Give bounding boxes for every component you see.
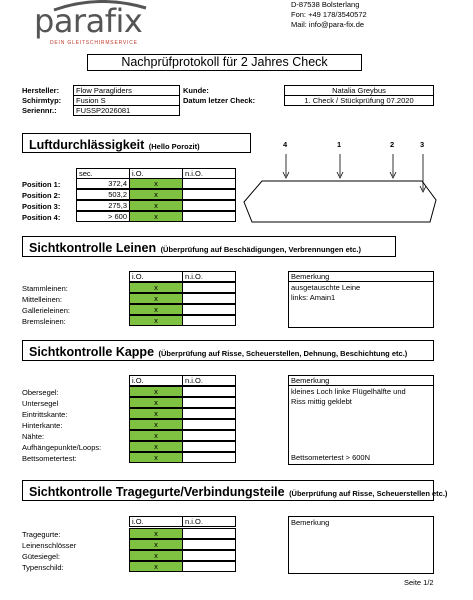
remark-line: ausgetauschte Leine: [291, 283, 361, 292]
nok-cell: [182, 211, 236, 222]
ok-mark: x: [129, 315, 183, 326]
nok-cell: [182, 430, 236, 441]
mail-line: Mail: info@para-fix.de: [291, 20, 365, 29]
riser-part-label: Gütesiegel:: [22, 552, 60, 561]
diagram-position-label: 3: [420, 140, 425, 149]
nok-cell: [182, 419, 236, 430]
nok-cell: [182, 550, 236, 561]
col-sec-header: sec.: [76, 168, 130, 179]
canopy-part-label: Nähte:: [22, 432, 45, 441]
nok-cell: [182, 452, 236, 463]
ok-mark: x: [129, 419, 183, 430]
remark-header: Bemerkung: [291, 518, 330, 527]
risers-section-header: [22, 480, 448, 501]
ok-mark: x: [129, 528, 183, 539]
nok-cell: [182, 397, 236, 408]
remark-box: [288, 516, 434, 574]
riser-part-label: Typenschild:: [22, 563, 64, 572]
nok-cell: [182, 528, 236, 539]
ok-mark: x: [129, 200, 183, 211]
ok-mark: x: [129, 178, 183, 189]
nok-cell: [182, 304, 236, 315]
serial-label: Seriennr.:: [22, 106, 57, 115]
ok-mark: x: [129, 304, 183, 315]
nok-cell: [182, 178, 236, 189]
line-type-label: Stammleinen:: [22, 284, 68, 293]
position-value: > 600: [76, 211, 130, 222]
logo: [34, 0, 164, 50]
col-ok-header: i.O.: [129, 516, 183, 527]
address-block: [291, 0, 367, 30]
position-label: Position 2:: [22, 191, 61, 200]
col-ok-header: i.O.: [129, 375, 183, 386]
porosity-section-header: [22, 133, 251, 153]
ok-mark: x: [129, 189, 183, 200]
wing-outline-icon: [244, 181, 436, 222]
col-nok-header: n.i.O.: [182, 168, 236, 179]
ok-mark: x: [129, 550, 183, 561]
risers-subtitle: (Überprüfung auf Risse, Scheuerstellen etc.): [289, 489, 448, 498]
nok-cell: [182, 282, 236, 293]
position-arrow-icon: [283, 154, 426, 192]
nok-cell: [182, 561, 236, 572]
risers-title: Sichtkontrolle Tragegurte/Verbindungsteile: [29, 485, 285, 499]
ok-mark: x: [129, 282, 183, 293]
ok-mark: x: [129, 397, 183, 408]
customer-value: Natalia Greybus: [284, 85, 434, 96]
position-value: 372,4: [76, 178, 130, 189]
canopy-part-label: Obersegel:: [22, 388, 59, 397]
position-label: Position 4:: [22, 213, 61, 222]
remark-line: kleines Loch linke Flügelhälfte und: [291, 387, 406, 396]
position-label: Position 1:: [22, 180, 61, 189]
remark-box: [288, 281, 434, 328]
canopy-part-label: Hinterkante:: [22, 421, 63, 430]
wing-diagram: [240, 150, 440, 230]
remark-line: links: Amain1: [291, 293, 336, 302]
ok-mark: x: [129, 430, 183, 441]
nok-cell: [182, 315, 236, 326]
last-check-label: Datum letzer Check:: [183, 96, 256, 105]
diagram-position-label: 4: [283, 140, 288, 149]
serial-value: FUSSP2026081: [73, 105, 180, 116]
line-type-label: Bremsleinen:: [22, 317, 66, 326]
remark-line: Riss mittig geklebt: [291, 397, 352, 406]
position-value: 275,3: [76, 200, 130, 211]
customer-label: Kunde:: [183, 86, 209, 95]
remark-bottom-line: Bettsometertest > 600N: [291, 453, 370, 462]
position-label: Position 3:: [22, 202, 61, 211]
address-line: D-87538 Bolsterlang: [291, 0, 360, 9]
lines-subtitle: (Überprüfung auf Beschädigungen, Verbrennungen etc.): [160, 245, 361, 254]
ok-mark: x: [129, 386, 183, 397]
col-ok-header: i.O.: [129, 168, 183, 179]
canopy-subtitle: (Überprüfung auf Risse, Scheuerstellen, Dehnung, Beschichtung etc.): [158, 349, 408, 358]
lines-title: Sichtkontrolle Leinen: [29, 241, 157, 255]
col-ok-header: i.O.: [129, 271, 183, 282]
canopy-section-header: [22, 340, 434, 361]
model-value: Fusion S: [73, 95, 180, 106]
logo-tagline: DEIN GLEITSCHIRMSERVICE: [50, 40, 138, 46]
page-number: Seite 1/2: [404, 578, 434, 587]
model-label: Schirmtyp:: [22, 96, 62, 105]
col-nok-header: n.i.O.: [182, 271, 236, 282]
document-title: Nachprüfprotokoll für 2 Jahres Check: [87, 54, 362, 71]
porosity-title: Luftdurchlässigkeit: [29, 138, 145, 152]
riser-part-label: Leinenschlösser: [22, 541, 77, 550]
ok-mark: x: [129, 408, 183, 419]
ok-mark: x: [129, 452, 183, 463]
nok-cell: [182, 189, 236, 200]
canopy-title: Sichtkontrolle Kappe: [29, 345, 155, 359]
manufacturer-label: Hersteller:: [22, 86, 60, 95]
nok-cell: [182, 200, 236, 211]
remark-header: Bemerkung: [288, 271, 434, 282]
canopy-part-label: Bettsometertest:: [22, 454, 77, 463]
remark-header: Bemerkung: [288, 375, 434, 386]
phone-line: Fon: +49 178/3540572: [291, 10, 367, 19]
nok-cell: [182, 408, 236, 419]
remark-box: [288, 385, 434, 465]
col-nok-header: n.i.O.: [182, 516, 236, 527]
position-value: 503,2: [76, 189, 130, 200]
ok-mark: x: [129, 539, 183, 550]
manufacturer-value: Flow Paragliders: [73, 85, 180, 96]
ok-mark: x: [129, 211, 183, 222]
diagram-position-label: 1: [337, 140, 342, 149]
ok-mark: x: [129, 441, 183, 452]
canopy-part-label: Aufhängepunkte/Loops:: [22, 443, 102, 452]
nok-cell: [182, 386, 236, 397]
porosity-subtitle: (Hello Porozit): [148, 142, 200, 151]
logo-word: parafix: [34, 2, 143, 40]
diagram-position-label: 2: [390, 140, 395, 149]
canopy-part-label: Untersegel: [22, 399, 59, 408]
nok-cell: [182, 441, 236, 452]
line-type-label: Gallerieleinen:: [22, 306, 70, 315]
ok-mark: x: [129, 293, 183, 304]
col-nok-header: n.i.O.: [182, 375, 236, 386]
ok-mark: x: [129, 561, 183, 572]
last-check-value: 1. Check / Stückprüfung 07.2020: [284, 95, 434, 106]
nok-cell: [182, 539, 236, 550]
line-type-label: Mittelleinen:: [22, 295, 63, 304]
lines-section-header: [22, 236, 396, 257]
canopy-part-label: Eintrittskante:: [22, 410, 68, 419]
nok-cell: [182, 293, 236, 304]
riser-part-label: Tragegurte:: [22, 530, 61, 539]
